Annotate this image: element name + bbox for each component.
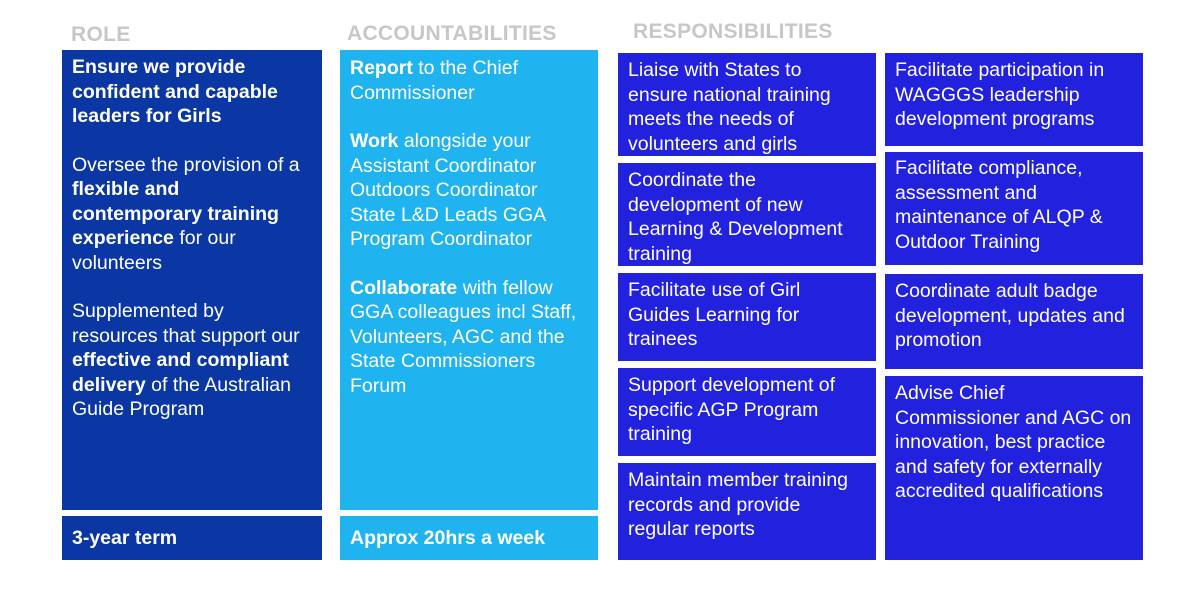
accountabilities-time-box (340, 516, 598, 560)
responsibility-card: Facilitate use of Girl Guides Learning for trainees (618, 273, 876, 361)
responsibility-card: Liaise with States to ensure national training meets the needs of volunteers and girls (618, 53, 876, 156)
role-box (62, 50, 322, 510)
responsibility-card: Advise Chief Commissioner and AGC on innovation, best practice and safety for externally accredited qualifications (885, 376, 1143, 560)
role-term-box (62, 516, 322, 560)
role-term: 3-year term (72, 526, 178, 549)
role-oversee: Oversee the provision of a flexible and contemporary training experience for our volunteers (72, 153, 300, 274)
role-heading: ROLE (71, 23, 131, 46)
responsibility-card: Facilitate compliance, assessment and maintenance of ALQP & Outdoor Training (885, 152, 1143, 265)
responsibility-card: Facilitate participation in WAGGGS leadership development programs (885, 53, 1143, 146)
role-supplemented: Supplemented by resources that support our effective and compliant delivery of the Australian Guide Program (72, 300, 300, 420)
accountability-work: Work alongside your Assistant Coordinator Outdoors Coordinator State L&D Leads GGA Program Coordinator (350, 130, 546, 250)
responsibility-card: Maintain member training records and provide regular reports (618, 463, 876, 560)
responsibility-card: Support development of specific AGP Program training (618, 368, 876, 456)
role-statement: Ensure we provide confident and capable leaders for Girls (72, 56, 278, 127)
responsibility-card: Coordinate adult badge development, updates and promotion (885, 274, 1143, 369)
accountabilities-box (340, 50, 598, 510)
accountabilities-heading: ACCOUNTABILITIES (347, 22, 557, 45)
accountabilities-time: Approx 20hrs a week (350, 526, 546, 549)
responsibilities-heading: RESPONSIBILITIES (633, 20, 833, 43)
responsibility-card: Coordinate the development of new Learning & Development training (618, 163, 876, 266)
accountability-collaborate: Collaborate with fellow GGA colleagues incl Staff, Volunteers, AGC and the State Commissioners Forum (350, 276, 577, 397)
accountability-report: Report to the Chief Commissioner (350, 57, 518, 104)
